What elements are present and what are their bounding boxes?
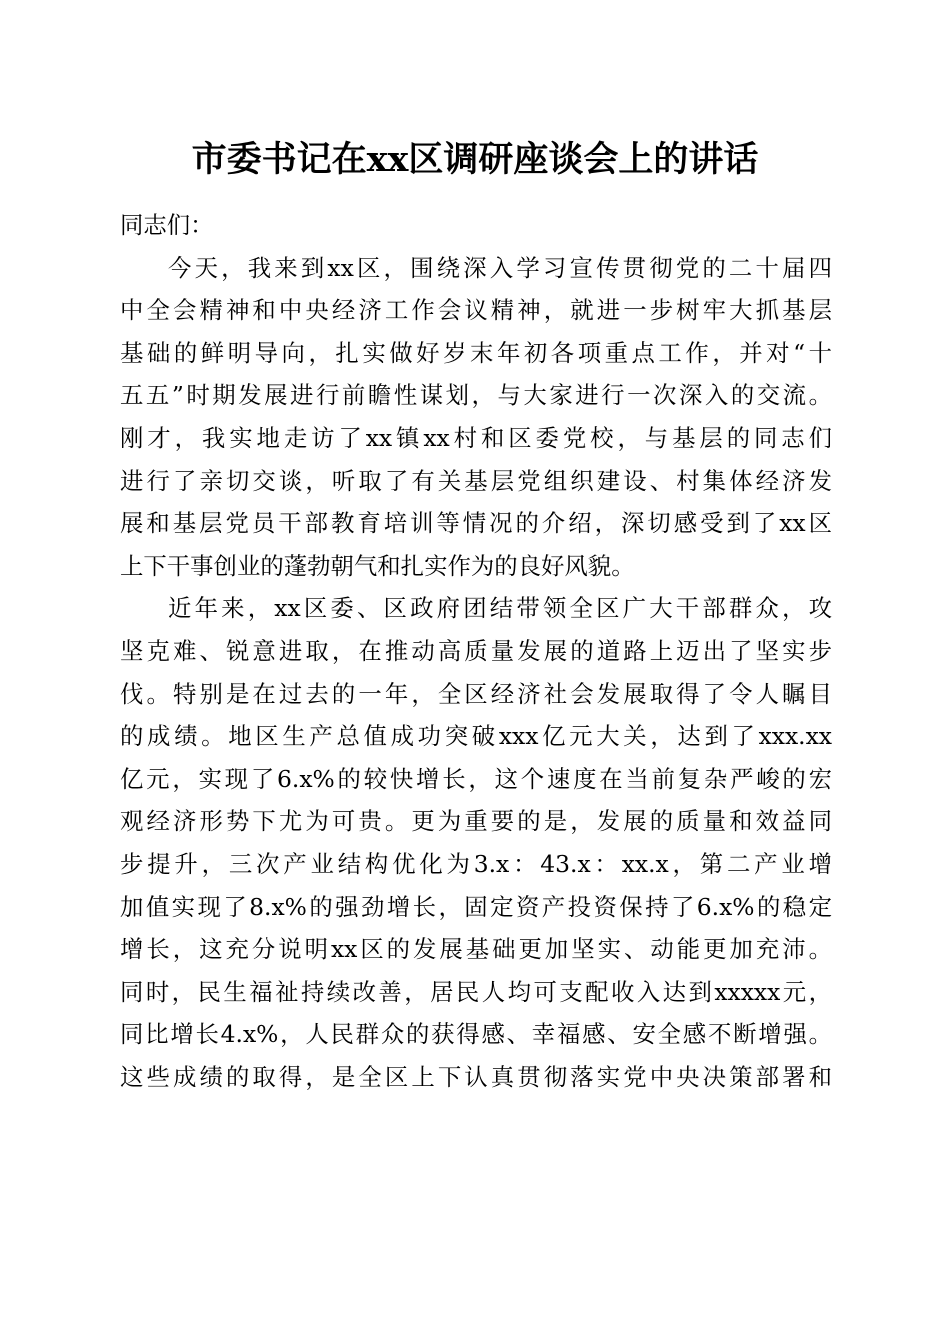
salutation: 同志们： <box>120 211 214 239</box>
paragraph-1-line-5: 刚才，我实地走访了xx镇xx村和区委党校，与基层的同志们 <box>120 424 832 452</box>
paragraph-1-line-4: 五五”时期发展进行前瞻性谋划，与大家进行一次深入的交流。 <box>120 381 832 409</box>
paragraph-2-line-4: 的成绩。地区生产总值成功突破xxx亿元大关，达到了xxx.xx <box>120 722 832 750</box>
paragraph-1-line-1: 今天，我来到xx区，围绕深入学习宣传贯彻党的二十届四 <box>168 254 832 282</box>
paragraph-2-line-5: 亿元，实现了6.x%的较快增长，这个速度在当前复杂严峻的宏 <box>120 765 832 793</box>
paragraph-2-line-10: 同时，民生福祉持续改善，居民人均可支配收入达到xxxxx元， <box>120 978 832 1006</box>
document-title: 市委书记在xx区调研座谈会上的讲话 <box>191 139 759 180</box>
paragraph-1-line-6: 进行了亲切交谈，听取了有关基层党组织建设、村集体经济发 <box>120 467 832 495</box>
paragraph-2-line-9: 增长，这充分说明xx区的发展基础更加坚实、动能更加充沛。 <box>120 935 832 963</box>
paragraph-2-line-2: 坚克难、锐意进取，在推动高质量发展的道路上迈出了坚实步 <box>120 637 832 665</box>
paragraph-1-line-7: 展和基层党员干部教育培训等情况的介绍，深切感受到了xx区 <box>120 509 832 537</box>
paragraph-2-line-11: 同比增长4.x%，人民群众的获得感、幸福感、安全感不断增强。 <box>120 1020 832 1048</box>
paragraph-1-line-2: 中全会精神和中央经济工作会议精神，就进一步树牢大抓基层 <box>120 296 832 324</box>
paragraph-2-line-3: 伐。特别是在过去的一年，全区经济社会发展取得了令人瞩目 <box>120 680 832 708</box>
paragraph-1-line-3: 基础的鲜明导向，扎实做好岁末年初各项重点工作，并对“十 <box>120 339 832 367</box>
paragraph-2-line-6: 观经济形势下尤为可贵。更为重要的是，发展的质量和效益同 <box>120 807 832 835</box>
paragraph-2-line-12: 这些成绩的取得，是全区上下认真贯彻落实党中央决策部署和 <box>120 1063 832 1091</box>
paragraph-1-line-8: 上下干事创业的蓬勃朝气和扎实作为的良好风貌。 <box>120 552 635 580</box>
paragraph-2-line-7: 步提升，三次产业结构优化为3.x：43.x：xx.x，第二产业增 <box>120 850 832 878</box>
paragraph-2-line-1: 近年来，xx区委、区政府团结带领全区广大干部群众，攻 <box>168 594 832 622</box>
paragraph-2-line-8: 加值实现了8.x%的强劲增长，固定资产投资保持了6.x%的稳定 <box>120 893 832 921</box>
